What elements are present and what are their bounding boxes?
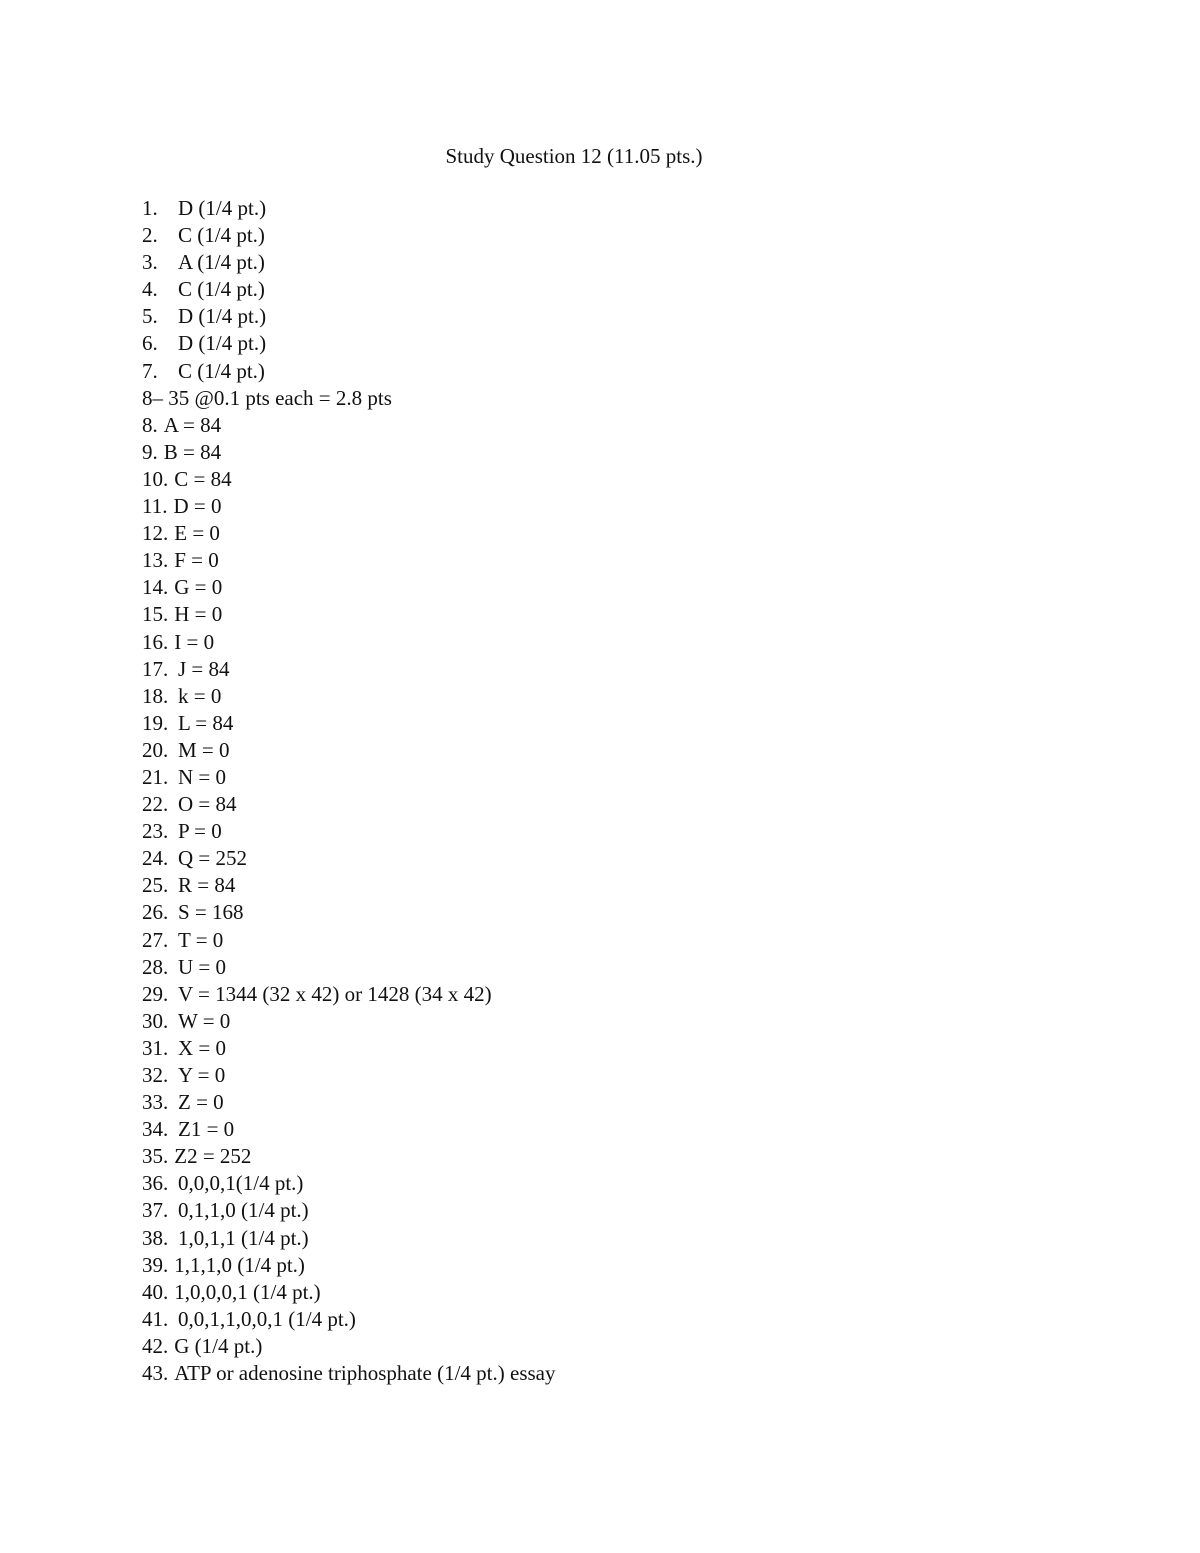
answer-item xyxy=(142,629,555,656)
answer-number: 3. xyxy=(142,250,158,275)
answer-item xyxy=(142,1252,555,1279)
answer-number: 13. xyxy=(142,548,169,573)
answer-text: C (1/4 pt.) xyxy=(178,223,265,248)
answer-number: 17. xyxy=(142,656,169,681)
answer-number: 24. xyxy=(142,846,169,871)
answer-number: 41. xyxy=(142,1306,169,1331)
answer-number: 36. xyxy=(142,1171,169,1196)
answer-number: 6. xyxy=(142,331,158,356)
answer-number: 42. xyxy=(142,1333,169,1358)
answer-number: 18. xyxy=(142,683,169,708)
answer-text: 0,1,1,0 (1/4 pt.) xyxy=(178,1198,309,1223)
answer-number: 26. xyxy=(142,900,169,925)
answer-item xyxy=(142,330,555,357)
answer-number: 30. xyxy=(142,1008,169,1033)
answer-item xyxy=(142,1089,555,1116)
answer-number: 32. xyxy=(142,1063,169,1087)
answer-item xyxy=(142,1360,555,1387)
answer-item xyxy=(142,1170,555,1197)
answer-text: V = 1344 (32 x 42) or 1428 (34 x 42) xyxy=(178,981,492,1006)
answer-number: 25. xyxy=(142,873,169,898)
answer-item xyxy=(142,439,555,466)
answer-item xyxy=(142,412,555,439)
answer-item xyxy=(142,1035,555,1062)
answer-item xyxy=(142,872,555,899)
answer-number: 7. xyxy=(142,358,158,383)
answer-number: 20. xyxy=(142,737,169,762)
answer-item xyxy=(142,927,555,954)
answer-number: 38. xyxy=(142,1225,169,1250)
answer-item xyxy=(142,601,555,628)
answer-list xyxy=(142,195,555,1387)
answer-item xyxy=(142,845,555,872)
answer-item xyxy=(142,276,555,303)
answer-text: W = 0 xyxy=(178,1008,231,1033)
answer-item xyxy=(142,1333,555,1360)
answer-item xyxy=(142,249,555,276)
answer-item xyxy=(142,1306,555,1333)
answer-text: J = 84 xyxy=(178,656,230,681)
answer-number: 21. xyxy=(142,764,169,789)
answer-number: 4. xyxy=(142,277,158,302)
answer-text: T = 0 xyxy=(178,927,224,952)
answer-text: M = 0 xyxy=(178,737,230,762)
answer-text: D (1/4 pt.) xyxy=(178,304,267,329)
answer-item xyxy=(142,358,555,385)
answer-text: C = 84 xyxy=(174,466,232,491)
answer-text: D (1/4 pt.) xyxy=(178,196,267,220)
answer-text: U = 0 xyxy=(178,954,227,979)
answer-text: 8– 35 @0.1 pts each = 2.8 pts xyxy=(142,385,392,410)
answer-number: 12. xyxy=(142,521,169,546)
answer-text: A (1/4 pt.) xyxy=(178,250,265,275)
answer-text: O = 84 xyxy=(178,792,237,817)
answer-item xyxy=(142,683,555,710)
answer-text: 1,0,0,0,1 (1/4 pt.) xyxy=(174,1279,321,1304)
answer-item xyxy=(142,493,555,520)
answer-item xyxy=(142,1116,555,1143)
answer-text: H = 0 xyxy=(174,602,223,627)
answer-text: G (1/4 pt.) xyxy=(174,1333,263,1358)
answer-text: Q = 252 xyxy=(178,846,248,871)
answer-text: 0,0,1,1,0,0,1 (1/4 pt.) xyxy=(178,1306,356,1331)
answer-number: 28. xyxy=(142,954,169,979)
answer-number: 23. xyxy=(142,819,169,844)
answer-number: 22. xyxy=(142,792,169,817)
answer-text: F = 0 xyxy=(174,548,219,573)
answer-text: E = 0 xyxy=(174,521,220,546)
answer-number: 31. xyxy=(142,1035,169,1060)
answer-text: 1,1,1,0 (1/4 pt.) xyxy=(174,1252,305,1277)
answer-number: 29. xyxy=(142,981,169,1006)
answer-text: B = 84 xyxy=(163,439,222,464)
answer-number: 5. xyxy=(142,304,158,329)
answer-number: 19. xyxy=(142,710,169,735)
answer-text: k = 0 xyxy=(178,683,222,708)
answer-item xyxy=(142,385,555,412)
answer-item xyxy=(142,466,555,493)
answer-text: S = 168 xyxy=(178,900,244,925)
answer-item xyxy=(142,195,555,222)
answer-item xyxy=(142,899,555,926)
answer-item xyxy=(142,547,555,574)
answer-number: 37. xyxy=(142,1198,169,1223)
answer-item xyxy=(142,737,555,764)
answer-text: R = 84 xyxy=(178,873,236,898)
answer-item xyxy=(142,791,555,818)
answer-item xyxy=(142,520,555,547)
answer-text: I = 0 xyxy=(174,629,215,654)
answer-text: 1,0,1,1 (1/4 pt.) xyxy=(178,1225,309,1250)
answer-text: Z2 = 252 xyxy=(174,1144,252,1169)
answer-item xyxy=(142,574,555,601)
answer-text: G = 0 xyxy=(174,575,223,600)
answer-number: 16. xyxy=(142,629,169,654)
answer-number: 10. xyxy=(142,466,169,491)
answer-number: 11. xyxy=(142,494,168,519)
answer-text: Y = 0 xyxy=(178,1063,226,1087)
page-title: Study Question 12 (11.05 pts.) xyxy=(445,144,703,168)
answer-text: P = 0 xyxy=(178,819,222,844)
answer-item xyxy=(142,954,555,981)
answer-item xyxy=(142,764,555,791)
answer-text: N = 0 xyxy=(178,764,227,789)
answer-text: D = 0 xyxy=(173,494,222,519)
answer-item xyxy=(142,1008,555,1035)
answer-number: 8. xyxy=(142,412,158,437)
answer-item xyxy=(142,1225,555,1252)
answer-item xyxy=(142,1143,555,1170)
answer-text: C (1/4 pt.) xyxy=(178,277,265,302)
answer-text: L = 84 xyxy=(178,710,234,735)
answer-item xyxy=(142,656,555,683)
answer-item xyxy=(142,710,555,737)
answer-number: 40. xyxy=(142,1279,169,1304)
answer-item xyxy=(142,1197,555,1224)
answer-text: C (1/4 pt.) xyxy=(178,358,265,383)
answer-number: 33. xyxy=(142,1090,169,1115)
answer-number: 15. xyxy=(142,602,169,627)
answer-text: Z = 0 xyxy=(178,1090,224,1115)
answer-text: A = 84 xyxy=(163,412,222,437)
answer-item xyxy=(142,981,555,1008)
answer-text: D (1/4 pt.) xyxy=(178,331,267,356)
answer-number: 2. xyxy=(142,223,158,248)
answer-number: 34. xyxy=(142,1117,169,1142)
answer-number: 1. xyxy=(142,196,158,220)
answer-text: 0,0,0,1(1/4 pt.) xyxy=(178,1171,304,1196)
answer-number: 27. xyxy=(142,927,169,952)
answer-text: X = 0 xyxy=(178,1035,227,1060)
answer-number: 43. xyxy=(142,1361,169,1386)
answer-item xyxy=(142,222,555,249)
answer-number: 14. xyxy=(142,575,169,600)
answer-item xyxy=(142,303,555,330)
answer-item xyxy=(142,818,555,845)
answer-number: 9. xyxy=(142,439,158,464)
answer-item xyxy=(142,1279,555,1306)
answer-number: 35. xyxy=(142,1144,169,1169)
answer-item xyxy=(142,1062,555,1089)
answer-text: Z1 = 0 xyxy=(178,1117,235,1142)
answer-number: 39. xyxy=(142,1252,169,1277)
answer-text: ATP or adenosine triphosphate (1/4 pt.) essay xyxy=(174,1361,556,1386)
